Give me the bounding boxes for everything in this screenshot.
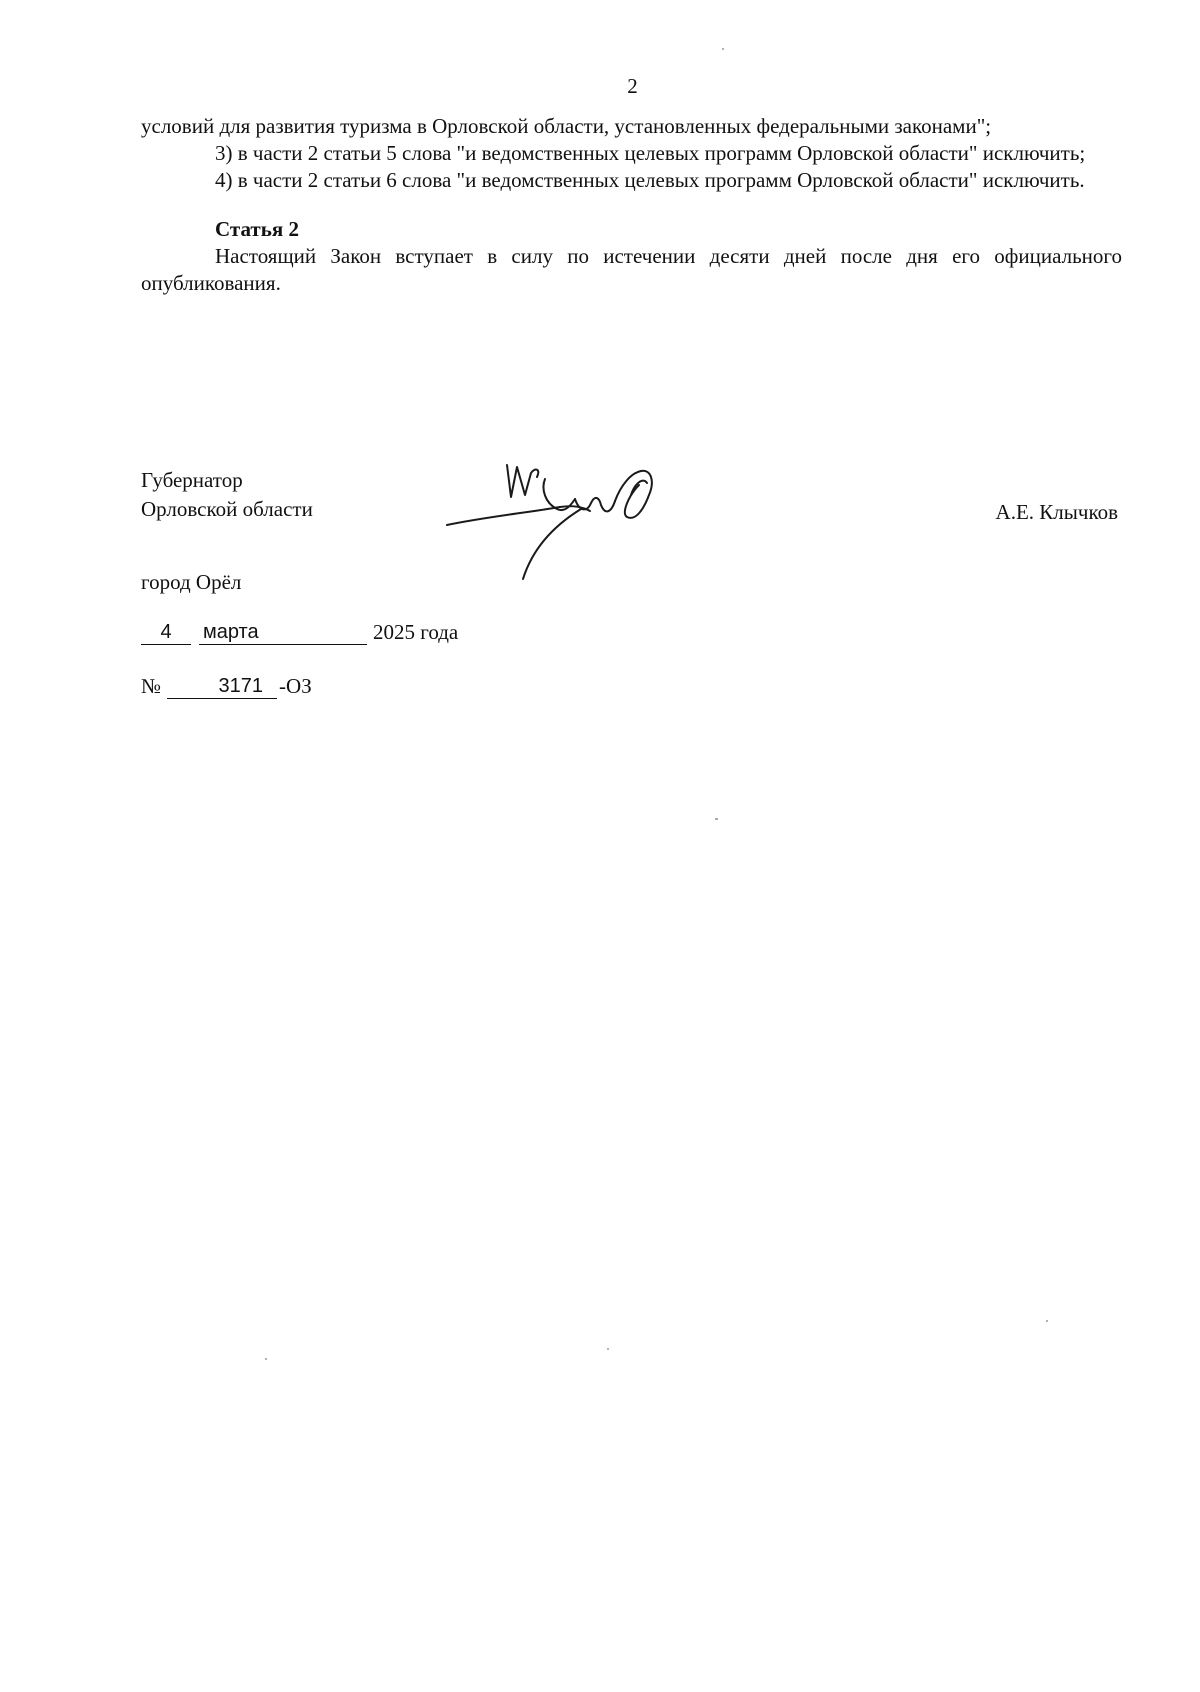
- article-title: Статья 2: [215, 217, 299, 241]
- scan-speck: [1046, 1320, 1048, 1322]
- signer-position-line2: Орловской области: [141, 497, 313, 521]
- scan-speck: [265, 1358, 267, 1360]
- paragraph-item-3: 3) в части 2 статьи 5 слова "и ведомственных целевых программ Орловской области" исключить;: [215, 141, 1086, 165]
- scan-speck: [722, 48, 724, 50]
- city: город Орёл: [141, 570, 242, 594]
- date-day: 4: [141, 620, 191, 645]
- document-body: [141, 113, 1122, 297]
- law-number-value: 3171: [167, 674, 277, 699]
- handwritten-signature: [445, 455, 675, 585]
- article-text: Настоящий Закон вступает в силу по истечении десяти дней после дня его официального опубликования.: [141, 244, 1122, 295]
- law-number: [141, 674, 312, 699]
- signer-position-line1: Губернатор: [141, 468, 243, 492]
- scan-speck: [715, 818, 718, 820]
- scan-speck: [607, 1348, 609, 1350]
- number-sign: №: [141, 674, 162, 698]
- page-number: 2: [627, 74, 638, 98]
- section-spacer: [141, 194, 1122, 216]
- signer-name: А.Е. Клычков: [995, 500, 1118, 524]
- paragraph-continuation: условий для развития туризма в Орловской области, установленных федеральными законами";: [141, 114, 992, 138]
- paragraph-item-4: 4) в части 2 статьи 6 слова "и ведомственных целевых программ Орловской области" исключить.: [215, 168, 1085, 192]
- date-month: марта: [199, 620, 367, 645]
- date-year: 2025 года: [373, 620, 459, 644]
- law-number-suffix: -ОЗ: [279, 674, 312, 698]
- signer-position: [141, 466, 313, 524]
- signing-date: [141, 620, 458, 645]
